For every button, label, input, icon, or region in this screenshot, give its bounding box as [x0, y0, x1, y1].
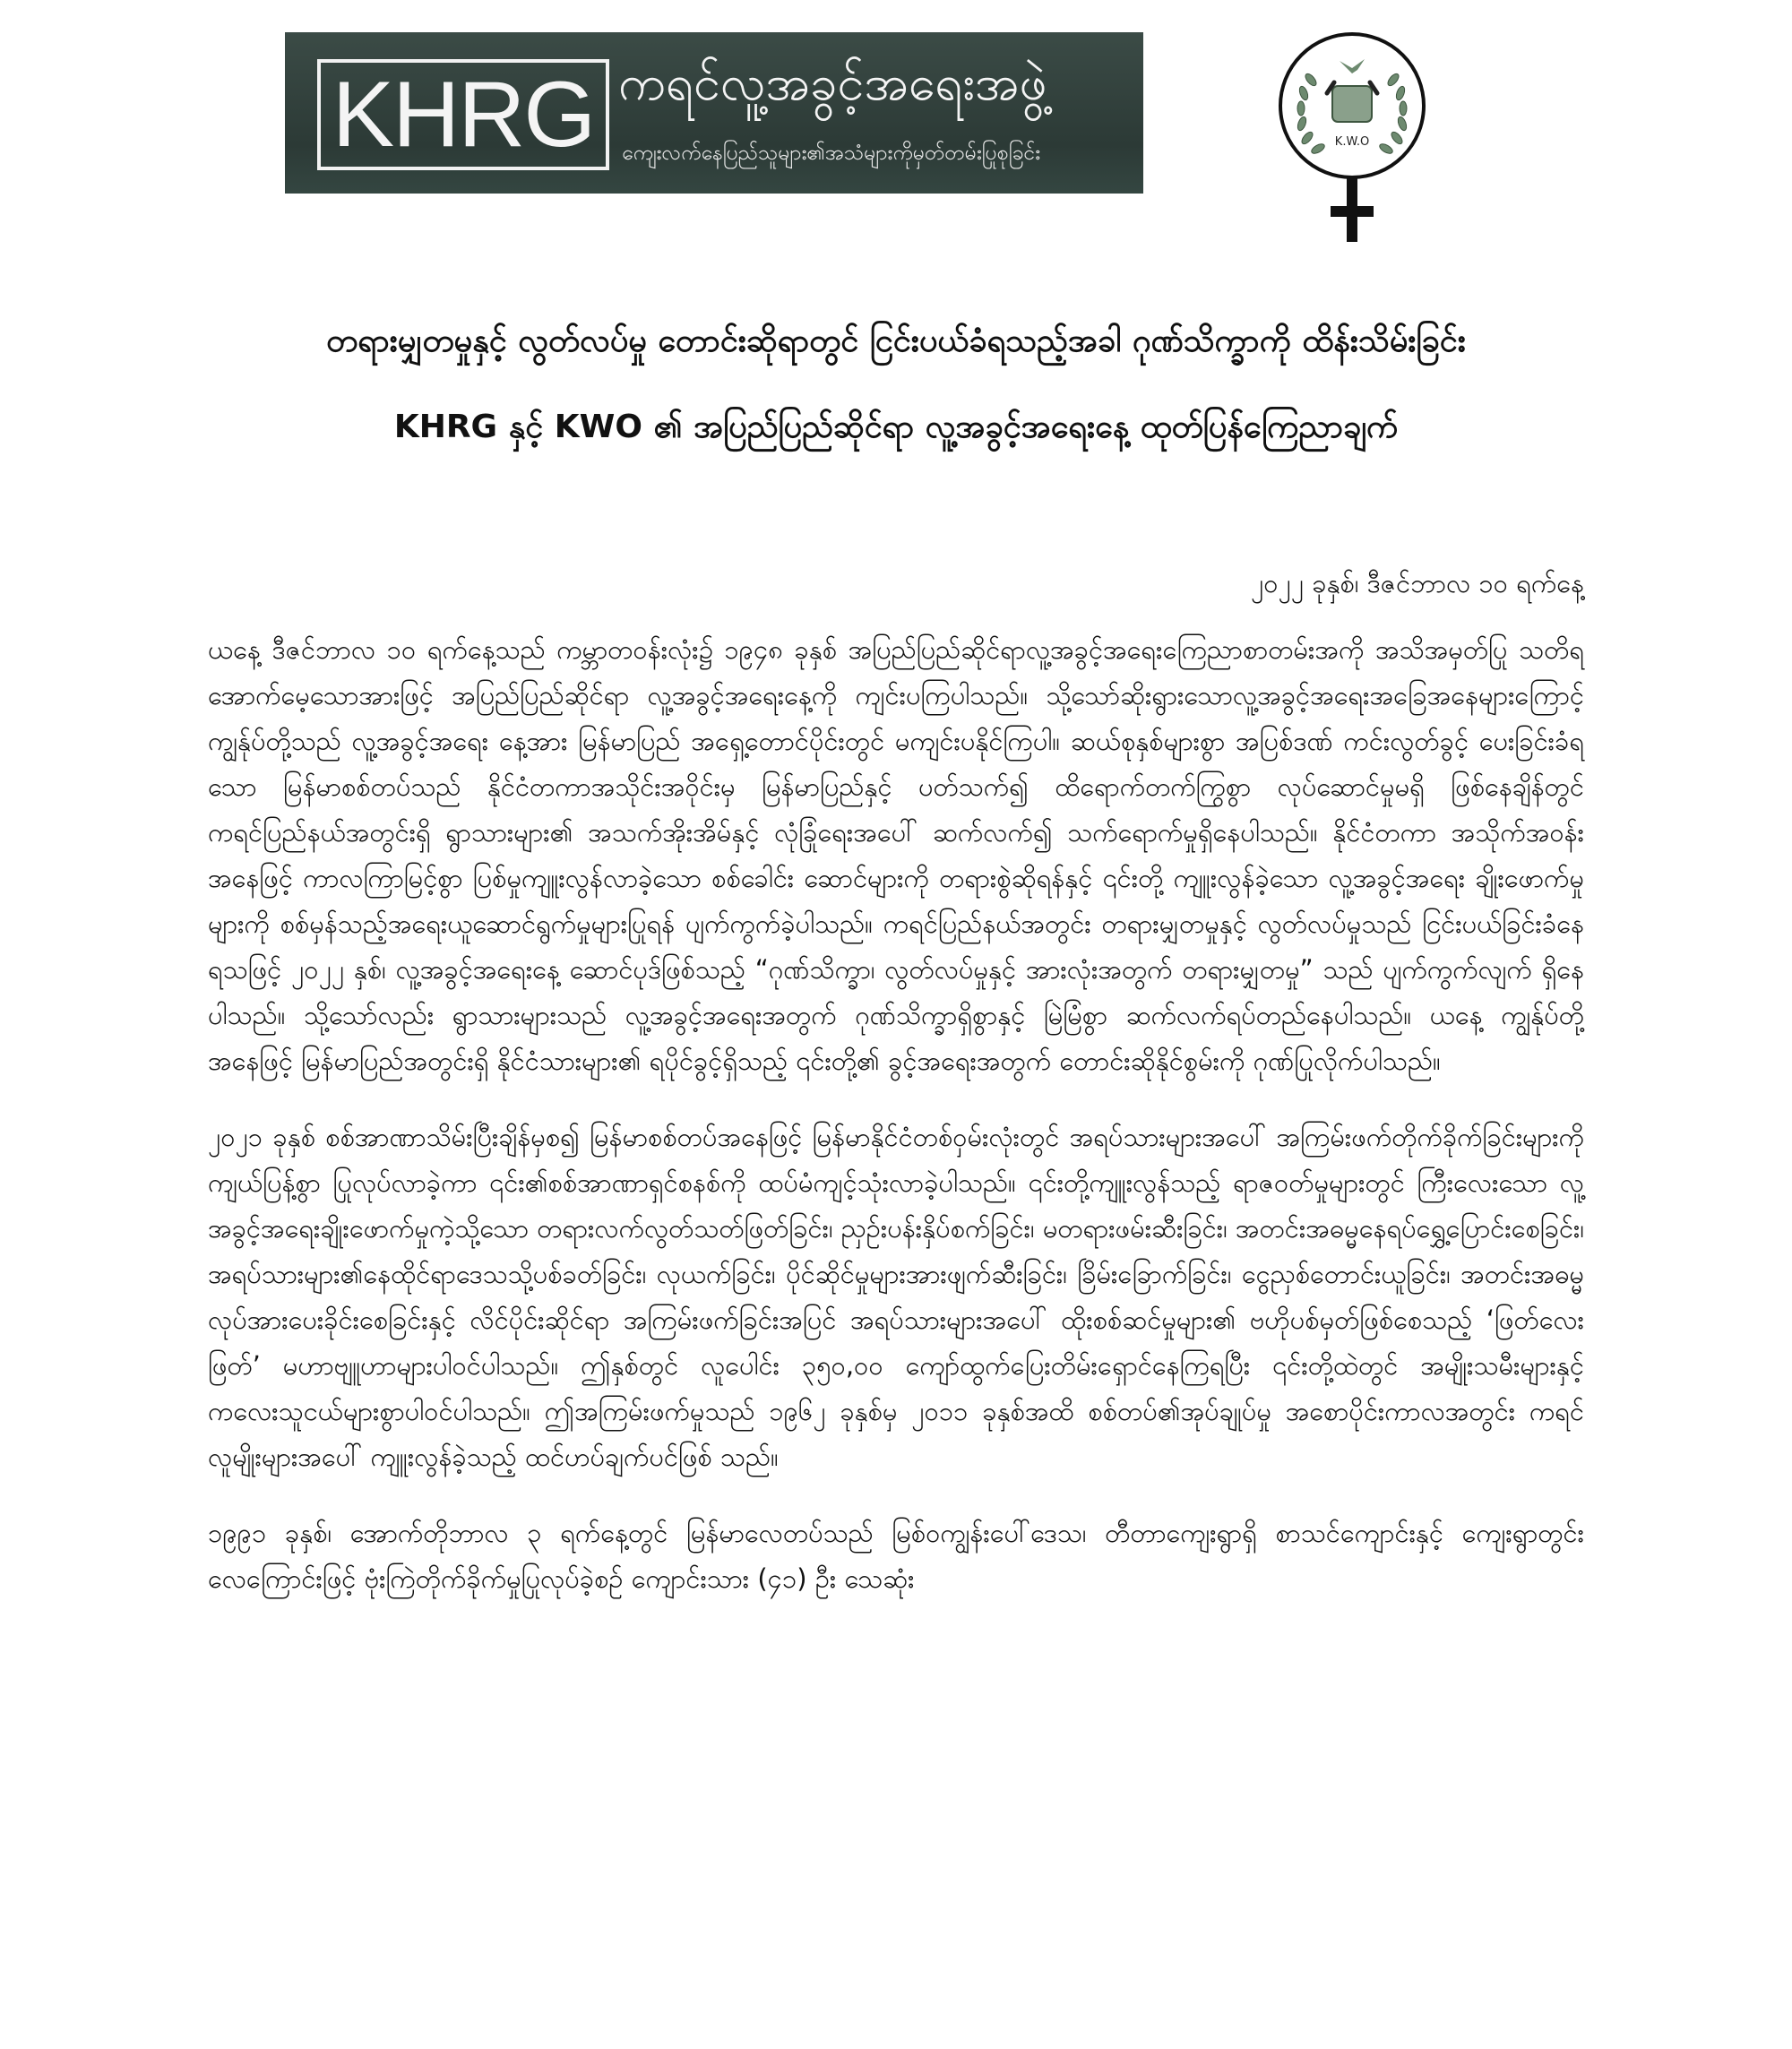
- paragraph: ၂၀၂၁ ခုနှစ် စစ်အာဏာသိမ်းပြီးချိန်မှစ၍ မြန်မာစစ်တပ်အနေဖြင့် မြန်မာနိုင်ငံတစ်ဝှမ်းလုံးတွင် အရပ်သားများအပေါ် အကြမ်းဖက်တိုက်ခိုက်ခြင်းများကို ကျယ်ပြန့်စွာ ပြုလုပ်လာခဲ့ကာ ၎င်း၏စစ်အာဏာရှင်စနစ်ကို ထပ်မံကျင့်သုံးလာခဲ့ပါသည်။ ၎င်းတို့ကျူးလွန်သည့် ရာဇဝတ်မှုများတွင် ကြီးလေးသော လူ့အခွင့်အရေးချိုးဖောက်မှုကဲ့သို့သော တရားလက်လွတ်သတ်ဖြတ်ခြင်း၊ ညှဉ်းပန်းနှိပ်စက်ခြင်း၊ မတရားဖမ်းဆီးခြင်း၊ အတင်းအဓမ္မနေရပ်ရွှေ့ပြောင်းစေခြင်း၊ အရပ်သားများ၏နေထိုင်ရာဒေသသို့ပစ်ခတ်ခြင်း၊ လုယက်ခြင်း၊ ပိုင်ဆိုင်မှုများအားဖျက်ဆီးခြင်း၊ ခြိမ်းခြောက်ခြင်း၊ ငွေညှစ်တောင်းယူခြင်း၊ အတင်းအဓမ္မ လုပ်အားပေးခိုင်းစေခြင်းနှင့် လိင်ပိုင်းဆိုင်ရာ အကြမ်းဖက်ခြင်းအပြင် အရပ်သားများအပေါ် ထိုးစစ်ဆင်မှုများ၏ ဗဟိုပစ်မှတ်ဖြစ်စေသည့် ‘ဖြတ်လေးဖြတ်’ မဟာဗျူဟာများပါဝင်ပါသည်။ ဤနှစ်တွင် လူပေါင်း ၃၅၀,၀၀ ကျော်ထွက်ပြေးတိမ်းရှောင်နေကြရပြီး ၎င်းတို့ထဲတွင် အမျိုးသမီးများနှင့် ကလေးသူငယ်များစွာပါဝင်ပါသည်။ ဤအကြမ်းဖက်မှုသည် ၁၉၆၂ ခုနှစ်မှ ၂၀၁၁ ခုနှစ်အထိ စစ်တပ်၏အုပ်ချုပ်မှု အစောပိုင်းကာလအတွင်း ကရင်လူမျိုးများအပေါ် ကျူးလွန်ခဲ့သည့် ထင်ဟပ်ချက်ပင်ဖြစ် သည်။: [208, 1122, 1584, 1472]
- khrg-logo-text: KHRG: [332, 63, 595, 167]
- document-subtitle: KHRG နှင့် KWO ၏ အပြည်ပြည်ဆိုင်ရာ လူ့အခွင့်အရေးနေ့ ထုတ်ပြန်ကြေညာချက်: [393, 409, 1399, 445]
- document-title: တရားမျှတမှုနှင့် လွတ်လပ်မှု တောင်းဆိုရာတွင် ငြင်းပယ်ခံရသည့်အခါ ဂုဏ်သိက္ခာကို ထိန်းသိမ်းခြင်း: [326, 323, 1466, 359]
- kwo-logo-icon: [1277, 30, 1427, 260]
- paragraph: ယနေ့ ဒီဇင်ဘာလ ၁၀ ရက်နေ့သည် ကမ္ဘာတဝန်းလုံး၌ ၁၉၄၈ ခုနှစ် အပြည်ပြည်ဆိုင်ရာလူ့အခွင့်အရေးကြေညာစာတမ်းအကို အသိအမှတ်ပြု သတိရအောက်မေ့သောအားဖြင့် အပြည်ပြည်ဆိုင်ရာ လူ့အခွင့်အရေးနေ့ကို ကျင်းပကြပါသည်။ သို့သော်ဆိုးရွားသောလူ့အခွင့်အရေးအခြေအနေများကြောင့် ကျွန်ုပ်တို့သည် လူ့အခွင့်အရေး နေ့အား မြန်မာပြည် အရှေ့တောင်ပိုင်းတွင် မကျင်းပနိုင်ကြပါ။ ဆယ်စုနှစ်များစွာ အပြစ်ဒဏ် ကင်းလွတ်ခွင့် ပေးခြင်းခံရသော မြန်မာစစ်တပ်သည် နိုင်ငံတကာအသိုင်းအဝိုင်းမှ မြန်မာပြည်နှင့် ပတ်သက်၍ ထိရောက်တက်ကြွစွာ လုပ်ဆောင်မှုမရှိ ဖြစ်နေချိန်တွင် ကရင်ပြည်နယ်အတွင်းရှိ ရွာသားများ၏ အသက်အိုးအိမ်နှင့် လုံခြုံရေးအပေါ် ဆက်လက်၍ သက်ရောက်မှုရှိနေပါသည်။ နိုင်ငံတကာ အသိုက်အဝန်းအနေဖြင့် ကာလကြာမြင့်စွာ ပြစ်မှုကျူးလွန်လာခဲ့သော စစ်ခေါင်း ဆောင်များကို တရားစွဲဆိုရန်နှင့် ၎င်းတို့ ကျူးလွန်ခဲ့သော လူ့အခွင့်အရေး ချိုးဖောက်မှုများကို စစ်မှန်သည့်အရေးယူဆောင်ရွက်မှုများပြုရန် ပျက်ကွက်ခဲ့ပါသည်။ ကရင်ပြည်နယ်အတွင်း တရားမျှတမှုနှင့် လွတ်လပ်မှုသည် ငြင်းပယ်ခြင်းခံနေရသဖြင့် ၂၀၂၂ နှစ်၊ လူ့အခွင့်အရေးနေ့ ဆောင်ပုဒ်ဖြစ်သည့် “ဂုဏ်သိက္ခာ၊ လွတ်လပ်မှုနှင့် အားလုံးအတွက် တရားမျှတမှု” သည် ပျက်ကွက်လျက် ရှိနေပါသည်။ သို့သော်လည်း ရွာသားများသည် လူ့အခွင့်အရေးအတွက် ဂုဏ်သိက္ခာရှိစွာနှင့် မြဲမြံစွာ ဆက်လက်ရပ်တည်နေပါသည်။ ယနေ့ ကျွန်ုပ်တို့အနေဖြင့် မြန်မာပြည်အတွင်းရှိ နိုင်ငံသားများ၏ ရပိုင်ခွင့်ရှိသည့် ၎င်းတို့၏ ခွင့်အရေးအတွက် တောင်းဆိုနိုင်စွမ်းကို ဂုဏ်ပြုလိုက်ပါသည်။: [208, 634, 1584, 1076]
- khrg-logo-box: [317, 59, 609, 170]
- paragraph: ၁၉၉၁ ခုနှစ်၊ အောက်တိုဘာလ ၃ ရက်နေ့တွင် မြန်မာလေတပ်သည် မြစ်ဝကျွန်းပေါ်ဒေသ၊ တီတာကျေးရွာရှိ စာသင်ကျောင်းနှင့် ကျေးရွာတွင်း လေကြောင်းဖြင့် ဗုံးကြဲတိုက်ခိုက်မှုပြုလုပ်ခဲ့စဉ် ကျောင်းသား (၄၁) ဦး သေဆုံး: [208, 1518, 1584, 1594]
- kwo-logo-text: K.W.O: [1334, 135, 1370, 149]
- khrg-organization-name: ကရင်လူ့အခွင့်အရေးအဖွဲ့: [618, 55, 1047, 111]
- khrg-logo-banner: [285, 32, 1143, 194]
- statement-date: ၂၀၂၂ ခုနှစ်၊ ဒီဇင်ဘာလ ၁၀ ရက်နေ့: [1250, 568, 1584, 598]
- khrg-tagline: ကျေးလက်နေပြည်သူများ၏အသံများကိုမှတ်တမ်းပြုစုခြင်း: [622, 142, 1041, 165]
- statement-body: [208, 627, 1584, 1632]
